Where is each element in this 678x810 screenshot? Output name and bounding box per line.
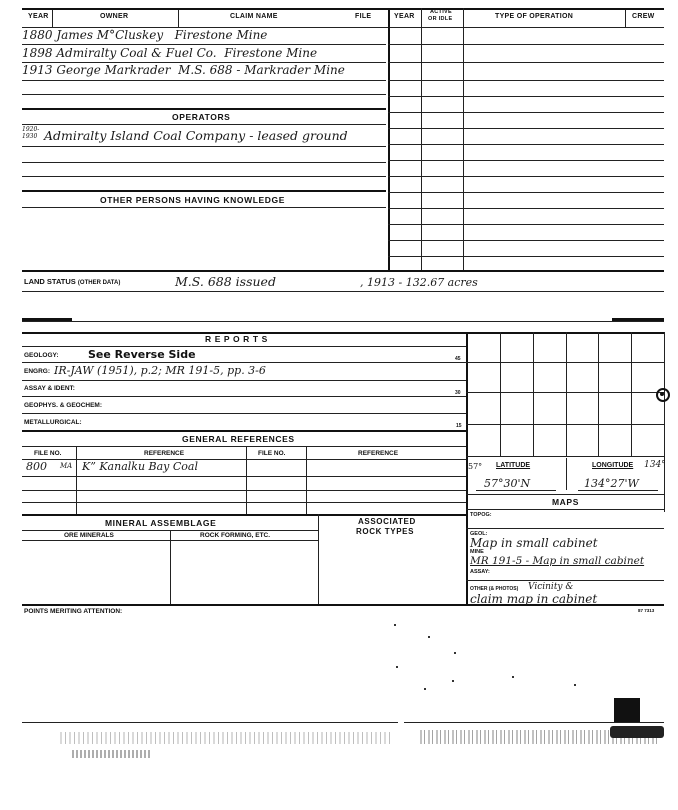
col-divider (76, 446, 77, 514)
row-rule (22, 490, 466, 491)
operators-entry: Admiralty Island Coal Company - leased ground (44, 128, 348, 143)
row-rule (466, 528, 664, 529)
col-type-of-operation: TYPE OF OPERATION (495, 13, 574, 20)
grid-line (500, 332, 501, 456)
location-marker-dot-icon (660, 392, 664, 396)
speck (574, 684, 576, 686)
speck (394, 624, 396, 626)
col-active: ACTIVE (430, 9, 452, 15)
row-rule (22, 291, 664, 292)
gr-ref-prefix: MA (60, 462, 73, 470)
col-idle: OR IDLE (428, 16, 453, 22)
knowledge-title: OTHER PERSONS HAVING KNOWLEDGE (100, 195, 286, 205)
speck (424, 688, 426, 690)
section-rule (22, 270, 664, 272)
col-file: FILE (355, 13, 372, 20)
row-rule (22, 380, 466, 381)
owner-row-1: 1880 James M°Cluskey Firestone Mine (22, 28, 268, 42)
row-rule (22, 476, 466, 477)
assay-label: ASSAY & IDENT: (24, 385, 75, 392)
row-rule (388, 160, 664, 161)
longitude-label: LONGITUDE (592, 462, 634, 469)
col-divider (306, 446, 307, 514)
col-divider (318, 514, 319, 604)
grid-line (466, 424, 664, 425)
row-rule (22, 94, 386, 95)
row-rule (476, 490, 556, 491)
general-references-title: GENERAL REFERENCES (182, 434, 295, 444)
engrg-label: ENGRG: (24, 368, 50, 375)
col-crew: CREW (632, 13, 655, 20)
row-rule (388, 224, 664, 225)
row-rule (22, 321, 664, 322)
smudge-mark (60, 732, 390, 744)
row-rule (22, 722, 398, 723)
row-rule (22, 146, 386, 147)
other-photos-label: OTHER (& PHOTOS) (470, 586, 519, 592)
operators-years: 1920- 1930 (22, 126, 40, 140)
row-rule (22, 413, 466, 414)
reports-title: R E P O R T S (205, 334, 268, 344)
gr-file-no-value: 800 (26, 460, 47, 473)
row-rule (388, 208, 664, 209)
col-divider (178, 10, 179, 27)
owner-row-2: 1898 Admiralty Coal & Fuel Co. Firestone Mine (22, 46, 318, 60)
row-rule (388, 128, 664, 129)
other-value-2: claim map in cabinet (470, 592, 598, 606)
col-claim-name: CLAIM NAME (230, 13, 278, 20)
col-divider (52, 10, 53, 27)
owner-row-3: 1913 George Markrader M.S. 688 - Markrader Mine (22, 63, 345, 77)
gr-ref-value: K” Kanalku Bay Coal (82, 460, 198, 473)
smudge-mark (72, 750, 152, 758)
rock-forming-header: ROCK FORMING, ETC. (200, 532, 271, 539)
mine-value: MR 191-5 - Map in small cabinet (470, 555, 645, 567)
row-rule (22, 362, 466, 363)
grid-line (631, 332, 632, 456)
grid-right-edge (664, 332, 665, 512)
longitude-value: 134°27'W (584, 477, 639, 490)
ore-minerals-header: ORE MINERALS (64, 532, 114, 539)
reports-top-border (22, 332, 664, 334)
row-rule (388, 256, 664, 257)
latitude-label: LATITUDE (496, 462, 531, 469)
geophys-label: GEOPHYS. & GEOCHEM: (24, 402, 103, 409)
grid-line (466, 456, 664, 457)
col-divider (421, 8, 422, 270)
row-rule (22, 44, 386, 45)
geol-label: GEOL: (470, 531, 488, 537)
associated-rock-title-2: ROCK TYPES (356, 527, 415, 536)
mine-label: MINE (470, 549, 484, 555)
associated-rock-title-1: ASSOCIATED (358, 517, 416, 526)
row-rule (22, 346, 466, 347)
maps-title: MAPS (552, 497, 579, 507)
section-rule (22, 190, 386, 192)
lat-degree: 57° (468, 462, 483, 471)
black-tab-mark (614, 698, 640, 722)
grid-line (466, 362, 664, 363)
col-divider (566, 458, 567, 490)
col-divider (170, 530, 171, 604)
latitude-value: 57°30'N (484, 477, 531, 490)
top-border (22, 8, 664, 10)
section-rule (22, 514, 466, 516)
grid-line (598, 332, 599, 456)
points-meriting-attention-label: POINTS MERITING ATTENTION: (24, 608, 123, 615)
grid-line (466, 392, 664, 393)
section-rule (22, 430, 466, 432)
row-rule (388, 44, 664, 45)
gr-col-file-no-2: FILE NO. (258, 450, 286, 457)
speck (396, 666, 398, 668)
col-divider (246, 446, 247, 514)
topog-label: TOPOG: (470, 512, 492, 518)
col-divider (463, 8, 464, 270)
grid-line (533, 332, 534, 456)
row-rule (388, 240, 664, 241)
row-rule (388, 62, 664, 63)
long-degree: 134° (644, 460, 666, 470)
gr-col-reference-2: REFERENCE (358, 450, 399, 457)
geology-value: See Reverse Side (88, 348, 196, 361)
row-rule (388, 112, 664, 113)
speck (452, 680, 454, 682)
land-status-text-1: M.S. 688 issued (175, 274, 276, 289)
speck (512, 676, 514, 678)
land-status-text-2: , 1913 - 132.67 acres (360, 276, 478, 289)
section-rule (22, 108, 386, 110)
speck (454, 652, 456, 654)
engrg-value: IR-JAW (1951), p.2; MR 191-5, pp. 3-6 (54, 364, 266, 377)
row-rule (388, 80, 664, 81)
row-rule (22, 502, 466, 503)
row-rule (388, 96, 664, 97)
row-rule (404, 722, 664, 723)
form-number: 87 7313 (638, 608, 655, 613)
row-rule (22, 396, 466, 397)
scale-15: 15 (456, 423, 462, 429)
land-status-label: LAND STATUS (OTHER DATA) (24, 277, 121, 286)
geology-label: GEOLOGY: (24, 352, 59, 359)
col-year-2: YEAR (394, 13, 415, 20)
main-vertical-divider (388, 8, 390, 270)
row-rule (466, 494, 664, 495)
mineral-assemblage-title: MINERAL ASSEMBLAGE (105, 518, 217, 528)
assay-map-label: ASSAY: (470, 569, 490, 575)
row-rule (22, 540, 318, 541)
row-rule (22, 124, 386, 125)
row-rule (466, 509, 664, 510)
operators-title: OPERATORS (172, 112, 231, 122)
metallurgical-label: METALLURGICAL: (24, 419, 82, 426)
col-divider (625, 10, 626, 27)
row-rule (22, 446, 466, 447)
row-rule (388, 144, 664, 145)
row-rule (22, 176, 386, 177)
speck (428, 636, 430, 638)
row-rule (388, 192, 664, 193)
dark-blot (610, 726, 664, 738)
grid-line (566, 332, 567, 456)
row-rule (22, 207, 386, 208)
scale-30: 30 (455, 390, 461, 396)
geol-value: Map in small cabinet (470, 536, 598, 550)
gr-col-file-no: FILE NO. (34, 450, 62, 457)
col-year: YEAR (28, 13, 49, 20)
gr-col-reference: REFERENCE (144, 450, 185, 457)
other-value-1: Vicinity & (528, 582, 574, 592)
scale-45: 45 (455, 356, 461, 362)
row-rule (22, 80, 386, 81)
row-rule (578, 490, 658, 491)
row-rule (388, 176, 664, 177)
col-owner: OWNER (100, 13, 129, 20)
row-rule (22, 162, 386, 163)
row-rule (466, 580, 664, 581)
